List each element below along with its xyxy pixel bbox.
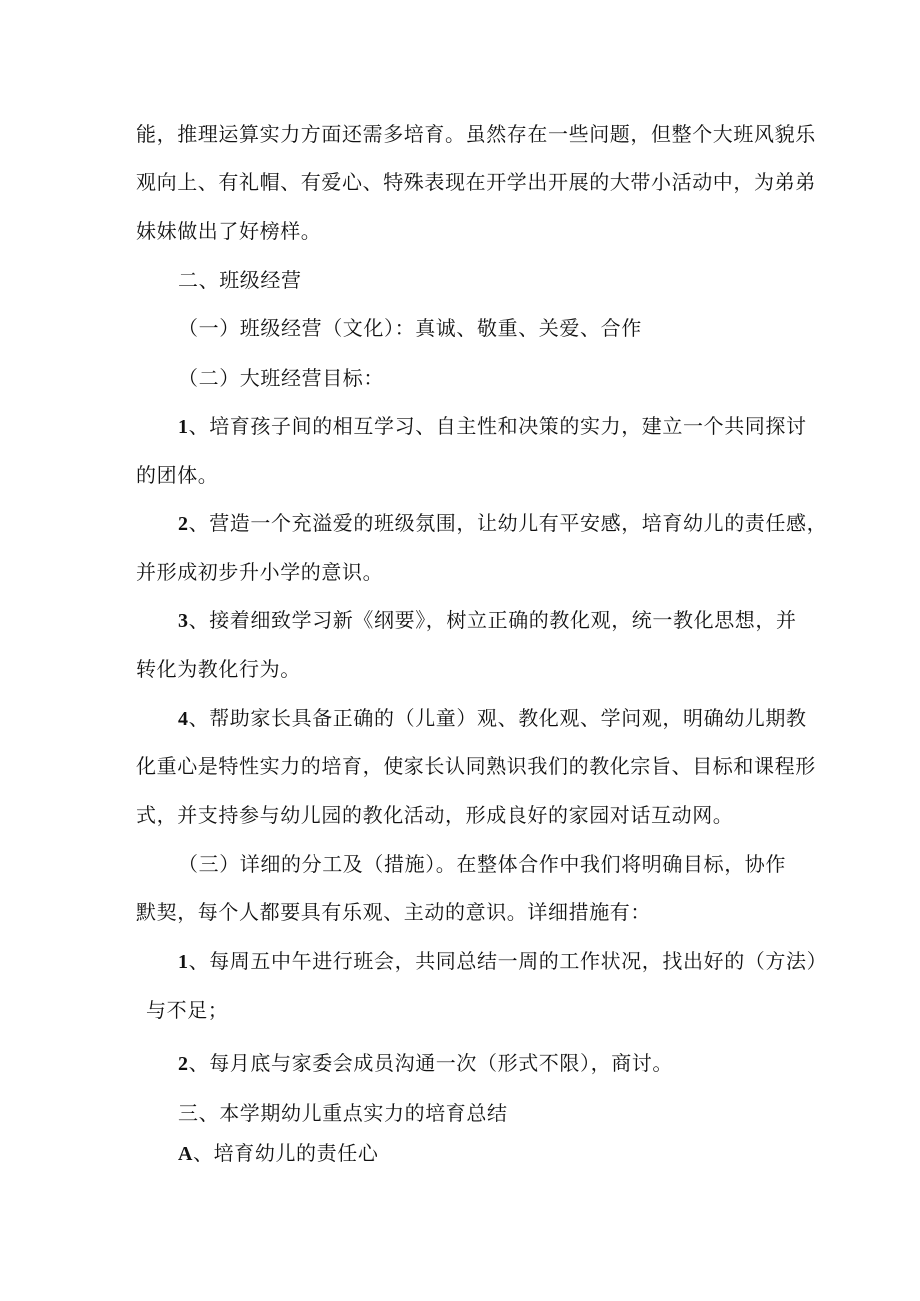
- paragraph-line: 的团体。: [136, 463, 219, 487]
- paragraph-line: 妹妹做出了好榜样。: [136, 219, 322, 243]
- paragraph-line: 化重心是特性实力的培育，使家长认同熟识我们的教化宗旨、目标和课程形: [136, 754, 816, 778]
- item-text: 、培育幼儿的责任心: [193, 1141, 379, 1165]
- paragraph-line: 默契，每个人都要具有乐观、主动的意识。详细措施有：: [136, 900, 651, 924]
- list-item: [178, 412, 807, 441]
- item-text: 、每周五中午进行班会，共同总结一周的工作状况，找出好的（方法）: [188, 949, 828, 973]
- list-item: [178, 606, 797, 635]
- subsection-heading: （二）大班经营目标：: [178, 366, 384, 390]
- item-number: 1: [178, 416, 189, 438]
- item-text: 、帮助家长具备正确的（儿童）观、教化观、学问观，明确幼儿期教: [188, 706, 807, 730]
- paragraph-line: 与不足；: [146, 998, 229, 1022]
- item-number: 3: [178, 610, 189, 632]
- item-text: 、培育孩子间的相互学习、自主性和决策的实力，建立一个共同探讨: [188, 414, 807, 438]
- item-number: 1: [178, 951, 189, 973]
- list-item: [178, 1139, 378, 1168]
- item-text: 、营造一个充溢爱的班级氛围，让幼儿有平安感，培育幼儿的责任感，: [188, 511, 828, 535]
- list-item: [178, 947, 827, 976]
- subsection-heading: （三）详细的分工及（措施）。在整体合作中我们将明确目标，协作: [178, 852, 786, 876]
- item-text: 、每月底与家委会成员沟通一次（形式不限），商讨。: [188, 1051, 674, 1075]
- item-number: 2: [178, 513, 189, 535]
- paragraph-line: 能，推理运算实力方面还需多培育。虽然存在一些问题，但整个大班风貌乐: [136, 122, 816, 146]
- item-number: 2: [178, 1053, 189, 1075]
- section-heading: 二、班级经营: [178, 268, 302, 292]
- item-number: 4: [178, 708, 189, 730]
- section-heading: 三、本学期幼儿重点实力的培育总结: [178, 1101, 508, 1125]
- item-number: A: [178, 1143, 194, 1165]
- paragraph-line: 并形成初步升小学的意识。: [136, 560, 384, 584]
- paragraph-line: 式，并支持参与幼儿园的教化活动，形成良好的家园对话互动网。: [136, 803, 734, 827]
- paragraph-line: 观向上、有礼帽、有爱心、特殊表现在开学出开展的大带小活动中，为弟弟: [136, 170, 816, 194]
- subsection-heading: （一）班级经营（文化）：真诚、敬重、关爱、合作: [178, 316, 642, 340]
- list-item: [178, 704, 807, 733]
- list-item: [178, 1049, 673, 1078]
- item-text: 、接着细致学习新《纲要》，树立正确的教化观，统一教化思想，并: [188, 608, 797, 632]
- list-item: [178, 509, 827, 538]
- paragraph-line: 转化为教化行为。: [136, 657, 301, 681]
